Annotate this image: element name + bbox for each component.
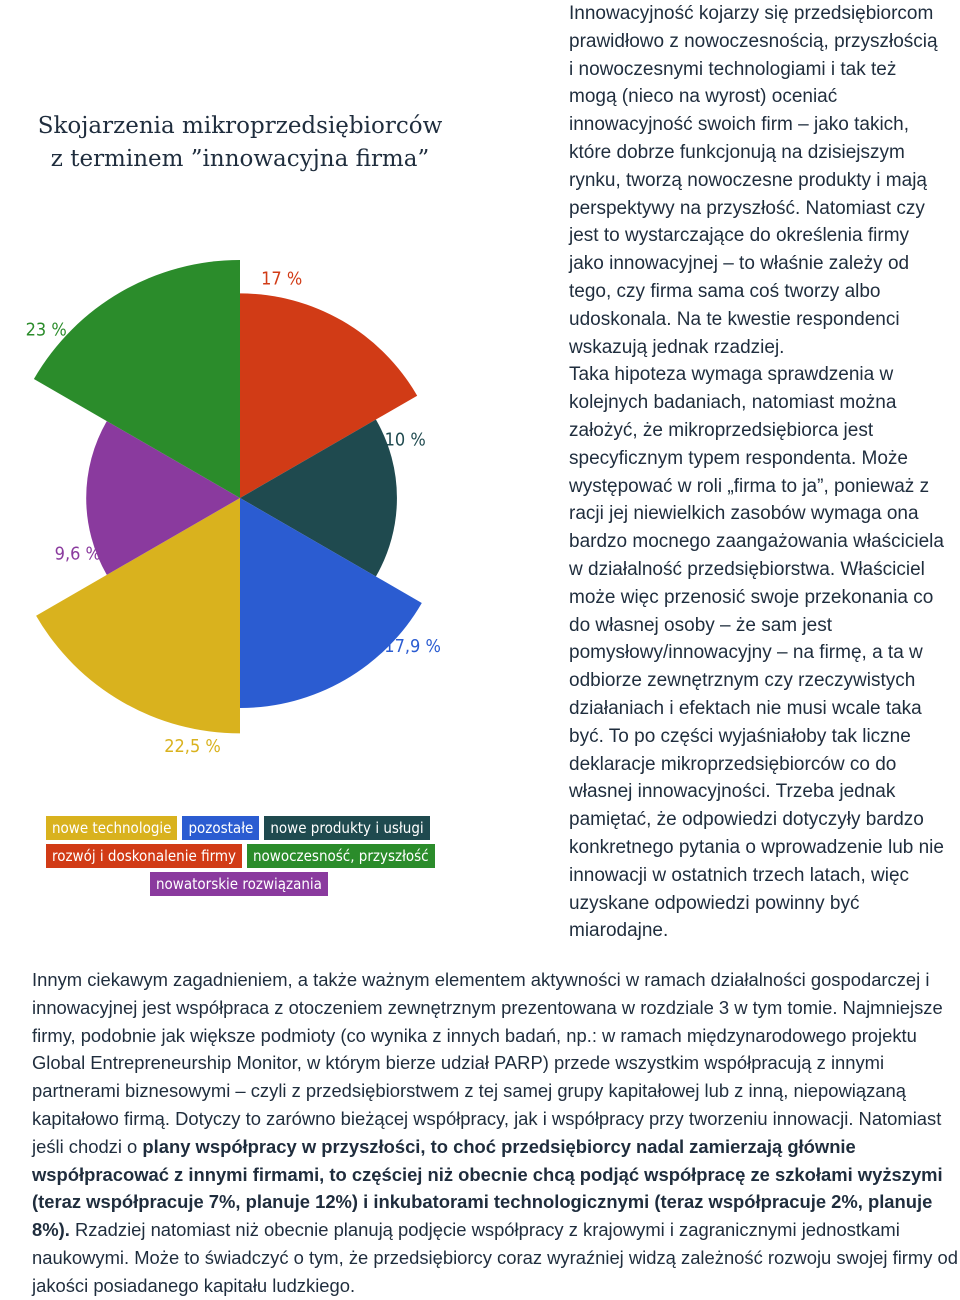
bottom-text <box>32 966 960 1300</box>
chart-legend <box>46 816 466 900</box>
chart-title-line-2: z terminem ”innowacyjna firma” <box>50 146 430 172</box>
right-text-column <box>569 0 947 945</box>
legend-row <box>46 872 466 896</box>
chart-title <box>20 110 460 176</box>
chart-data-label: 10 % <box>384 429 426 451</box>
chart-data-label: 22,5 % <box>164 735 221 757</box>
legend-row <box>46 816 466 840</box>
bottom-text-part-1: Innym ciekawym zagadnieniem, a także ważnym elementem aktywności w ramach działalności gospodarczej i innowacyjnej jest współpraca z otoczeniem zewnętrznym prezentowana w rozdziale 3 w tym tomie. Najmniejsze firmy, podobnie jak większe podmioty (co wynika z innych badań, np.: w ramach międzynarodowego projektu Global Entrepreneurship Monitor, w którym bierze udział PARP) przede wszystkim współpracują z innymi partnerami biznesowymi – czyli z przedsiębiorstwem z tej samej grupy kapitałowej lub z inną, niepowiązaną kapitałowo firmą. Dotyczy to zarówno bieżącej współpracy, jak i współpracy przy tworzeniu innowacji. Natomiast jeśli chodzi o <box>32 969 943 1157</box>
right-paragraph-2: Taka hipoteza wymaga sprawdzenia w kolejnych badaniach, natomiast można założyć, że mikroprzedsiębiorca jest specyficznym typem respondenta. Może występować w roli „firma to ja”, ponieważ z racji jej niewielkich zasobów wymaga ona bardzo mocnego zaangażowania właściciela w działalność przedsiębiorstwa. Właściciel może więc przenosić swoje przekonania co do własnej osoby – że sam jest pomysłowy/innowacyjny – na firmę, a ta w odbiorze zewnętrznym czy rzeczywistych działaniach i efektach nie musi wcale taka być. To po części wyjaśniałoby tak liczne deklaracje mikroprzedsiębiorców co do własnej innowacyjności. Trzeba jednak pamiętać, że odpowiedzi dotyczyły bardzo konkretnego pytania o wprowadzenie lub nie innowacji w ostatnich trzech latach, więc uzyskane odpowiedzi powinny być miarodajne. <box>569 364 944 942</box>
legend-entry: nowoczesność, przyszłość <box>247 844 435 868</box>
legend-entry: rozwój i doskonalenie firmy <box>46 844 242 868</box>
bottom-paragraph <box>32 966 960 1300</box>
polar-area-chart <box>0 240 480 800</box>
chart-data-label: 17,9 % <box>384 636 441 657</box>
legend-entry: nowe produkty i usługi <box>264 816 429 840</box>
legend-entry: nowe technologie <box>46 816 177 840</box>
legend-entry: nowatorskie rozwiązania <box>150 872 328 896</box>
bottom-text-bold: plany współpracy w przyszłości, to choć przedsiębiorcy nadal zamierzają głównie współpracować z innymi firmami, to częściej niż obecnie chcą podjąć współpracę ze szkołami wyższymi (teraz współpracuje 7%, planuje 12%) i inkubatorami technologicznymi (teraz współpracuje 2%, planuje 8%). <box>32 1135 943 1241</box>
chart-data-label: 17 % <box>261 268 303 290</box>
right-paragraph-1: Innowacyjność kojarzy się przedsiębiorcom prawidłowo z nowoczesnością, przyszłością i nowoczesnymi technologiami i tak też mogą (nieco na wyrost) oceniać innowacyjność swoich firm – jako takich, które dobrze funkcjonują na dzisiejszym rynku, tworzą nowoczesne produkty i mają perspektywy na przyszłość. Natomiast czy jest to wystarczające do określenia firmy jako innowacyjnej – to właśnie zależy od tego, czy firma sama coś tworzy albo udoskonala. Na te kwestie respondenci wskazują jednak rzadziej. <box>569 3 938 358</box>
legend-entry: pozostałe <box>182 816 259 840</box>
chart-title-line-1: Skojarzenia mikroprzedsiębiorców <box>37 113 443 139</box>
chart-data-label: 23 % <box>25 319 67 341</box>
bottom-text-part-2: Rzadziej natomiast niż obecnie planują podjęcie współpracy z krajowymi i zagranicznymi jednostkami naukowymi. Może to świadczyć o tym, że przedsiębiorcy coraz wyraźniej widzą zależność rozwoju swojej firmy od jakości posiadanego kapitału ludzkiego. <box>32 1219 958 1296</box>
legend-row <box>46 844 466 868</box>
chart-data-label: 9,6 % <box>54 543 101 565</box>
